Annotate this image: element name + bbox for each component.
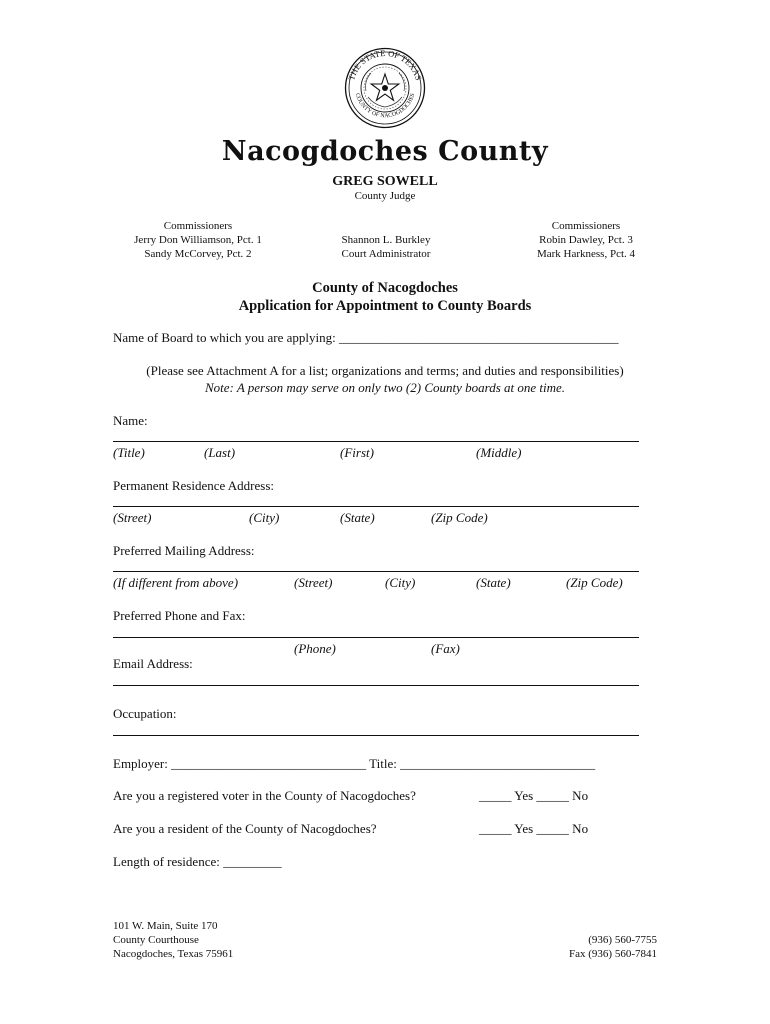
name-sub-title: (Title) [113,445,145,460]
mailing-sub-zip: (Zip Code) [566,575,623,590]
svg-text:COUNTY OF NACOGDOCHES: COUNTY OF NACOGDOCHES [353,92,417,120]
mailing-sub-city: (City) [385,575,416,590]
residence-sub-state: (State) [340,510,375,525]
mailing-sub-state: (State) [476,575,511,590]
job-title-label: Title: [366,756,401,771]
voter-question: Are you a registered voter in the County of Nacogdoches? [113,788,416,803]
commissioner-pct4: Mark Harkness, Pct. 4 [536,248,636,260]
residence-sub-city: (City) [249,510,280,525]
job-title-field[interactable]: ______________________________ [400,756,596,771]
county-seal [344,47,426,129]
commissioner-pct3: Robin Dawley, Pct. 3 [539,234,633,246]
phone-field[interactable] [113,637,639,638]
board-label: Name of Board to which you are applying: [113,330,339,345]
form-title-line2: Application for Appointment to County Boards [238,298,532,314]
residence-label: Permanent Residence Address: [113,478,275,493]
mailing-sub-street: (Street) [294,575,333,590]
footer-contact [500,933,657,961]
judge-name: GREG SOWELL [332,174,438,189]
name-sub-last: (Last) [204,445,236,460]
attachment-note: (Please see Attachment A for a list; organizations and terms; and duties and responsibilities) [146,363,624,378]
svg-text:THE STATE OF TEXAS: THE STATE OF TEXAS [346,47,424,82]
mailing-field[interactable] [113,571,639,572]
name-sub-first: (First) [340,445,374,460]
length-row [113,854,282,870]
occupation-label: Occupation: [113,706,177,721]
commissioners-left [118,219,278,261]
length-field[interactable]: _________ [223,854,282,869]
footer-building: County Courthouse [113,934,199,946]
employer-row [113,756,595,772]
resident-yes-no[interactable]: _____ Yes _____ No [479,821,589,836]
residence-sub-zip: (Zip Code) [431,510,488,525]
commissioner-pct1: Jerry Don Williamson, Pct. 1 [134,234,262,246]
name-label: Name: [113,413,148,428]
court-administrator [306,233,466,261]
administrator-name: Shannon L. Burkley [341,234,431,246]
occupation-field[interactable] [113,735,639,736]
board-row [113,330,619,346]
name-field[interactable] [113,441,639,442]
length-label: Length of residence: [113,854,224,869]
county-title: Nacogdoches County [221,136,549,167]
mailing-sub-different: (If different from above) [113,575,239,590]
voter-yes-no[interactable]: _____ Yes _____ No [479,788,589,803]
employer-field[interactable]: ______________________________ [171,756,367,771]
commissioner-pct2: Sandy McCorvey, Pct. 2 [144,248,252,260]
email-field[interactable] [113,685,639,686]
board-field[interactable]: ___________________________________________ [339,330,619,345]
commissioners-heading: Commissioners [551,220,621,232]
commissioners-right [506,219,666,261]
administrator-title: Court Administrator [341,248,431,260]
form-title [0,279,770,315]
commissioners-heading: Commissioners [163,220,233,232]
footer-street: 101 W. Main, Suite 170 [113,920,218,932]
phone-label: Preferred Phone and Fax: [113,608,246,623]
name-sub-middle: (Middle) [476,445,522,460]
footer-city: Nacogdoches, Texas 75961 [113,948,234,960]
residence-field[interactable] [113,506,639,507]
footer-phone: (936) 560-7755 [588,934,657,946]
footer-address [113,919,233,961]
judge-title: County Judge [354,190,416,202]
phone-sub-fax: (Fax) [431,641,460,656]
footer-fax: Fax (936) 560-7841 [569,948,657,960]
employer-label: Employer: [113,756,172,771]
resident-question: Are you a resident of the County of Nacogdoches? [113,821,377,836]
form-title-line1: County of Nacogdoches [312,280,458,296]
email-label: Email Address: [113,656,193,671]
boards-limit-note: Note: A person may serve on only two (2) County boards at one time. [204,380,566,395]
residence-sub-street: (Street) [113,510,152,525]
phone-sub-phone: (Phone) [294,641,336,656]
mailing-label: Preferred Mailing Address: [113,543,255,558]
